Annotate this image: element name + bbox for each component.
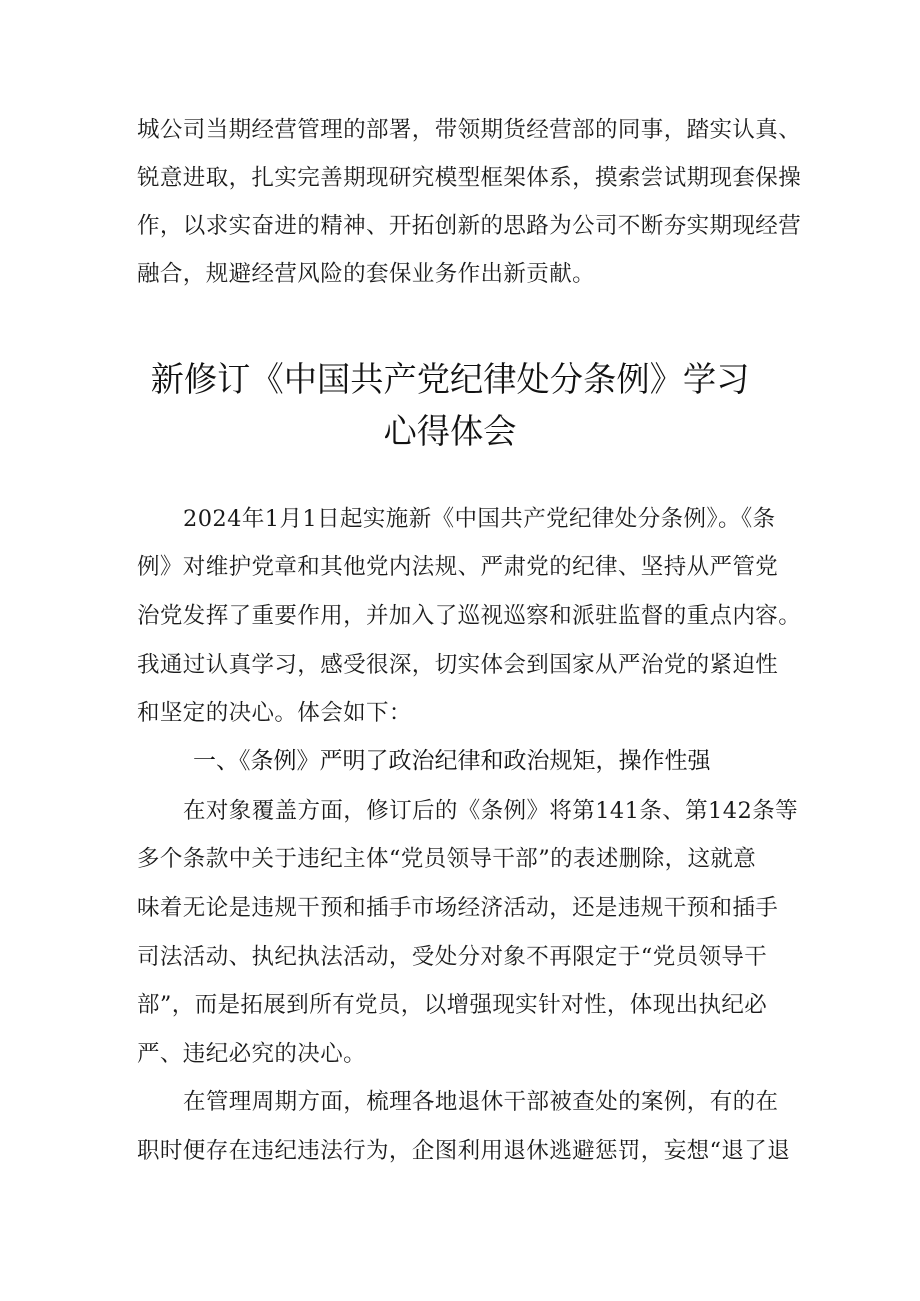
section-1-para-1-line-4: 司法活动、执纪执法活动，受处分对象不再限定于“党员领导干 <box>137 944 768 970</box>
intro-line-4: 我通过认真学习，感受很深，切实体会到国家从严治党的紧迫性 <box>137 652 779 678</box>
intro-line-2: 例》对维护党章和其他党内法规、严肃党的纪律、坚持从严管党 <box>137 554 779 580</box>
section-1-para-2-line-1: 在管理周期方面，梳理各地退休干部被查处的案例，有的在 <box>183 1089 779 1115</box>
intro-line-5: 和坚定的决心。体会如下： <box>137 700 412 726</box>
continuation-line-2: 锐意进取，扎实完善期现研究模型框架体系，摸索尝试期现套保操 <box>137 165 802 191</box>
section-1-para-1-line-6: 严、违纪必究的决心。 <box>137 1041 367 1067</box>
continuation-line-3: 作，以求实奋进的精神、开拓创新的思路为公司不断夯实期现经营 <box>137 213 802 239</box>
continuation-line-1: 城公司当期经营管理的部署，带领期货经营部的同事，踏实认真、 <box>137 117 802 143</box>
section-1-para-1-line-3: 味着无论是违规干预和插手市场经济活动，还是违规干预和插手 <box>137 895 779 921</box>
article-title-line-2: 心得体会 <box>383 412 517 452</box>
section-1-para-1-line-1: 在对象覆盖方面，修订后的《条例》将第141条、第142条等 <box>183 798 798 824</box>
intro-line-3: 治党发挥了重要作用，并加入了巡视巡察和派驻监督的重点内容。 <box>137 603 802 629</box>
section-1-heading: 一、《条例》严明了政治纪律和政治规矩，操作性强 <box>193 748 711 774</box>
section-1-para-2-line-2: 职时便存在违纪违法行为，企图利用退休逃避惩罚，妄想“退了退 <box>137 1138 791 1164</box>
continuation-line-4: 融合，规避经营风险的套保业务作出新贡献。 <box>137 261 596 287</box>
article-title-line-1: 新修订《中国共产党纪律处分条例》学习 <box>150 360 750 400</box>
section-1-para-1-line-2: 多个条款中关于违纪主体“党员领导干部”的表述删除，这就意 <box>137 846 757 872</box>
intro-line-1: 2024年1月1日起实施新《中国共产党纪律处分条例》。《条 <box>183 506 776 532</box>
section-1-para-1-line-5: 部”，而是拓展到所有党员，以增强现实针对性，体现出执纪必 <box>137 992 768 1018</box>
